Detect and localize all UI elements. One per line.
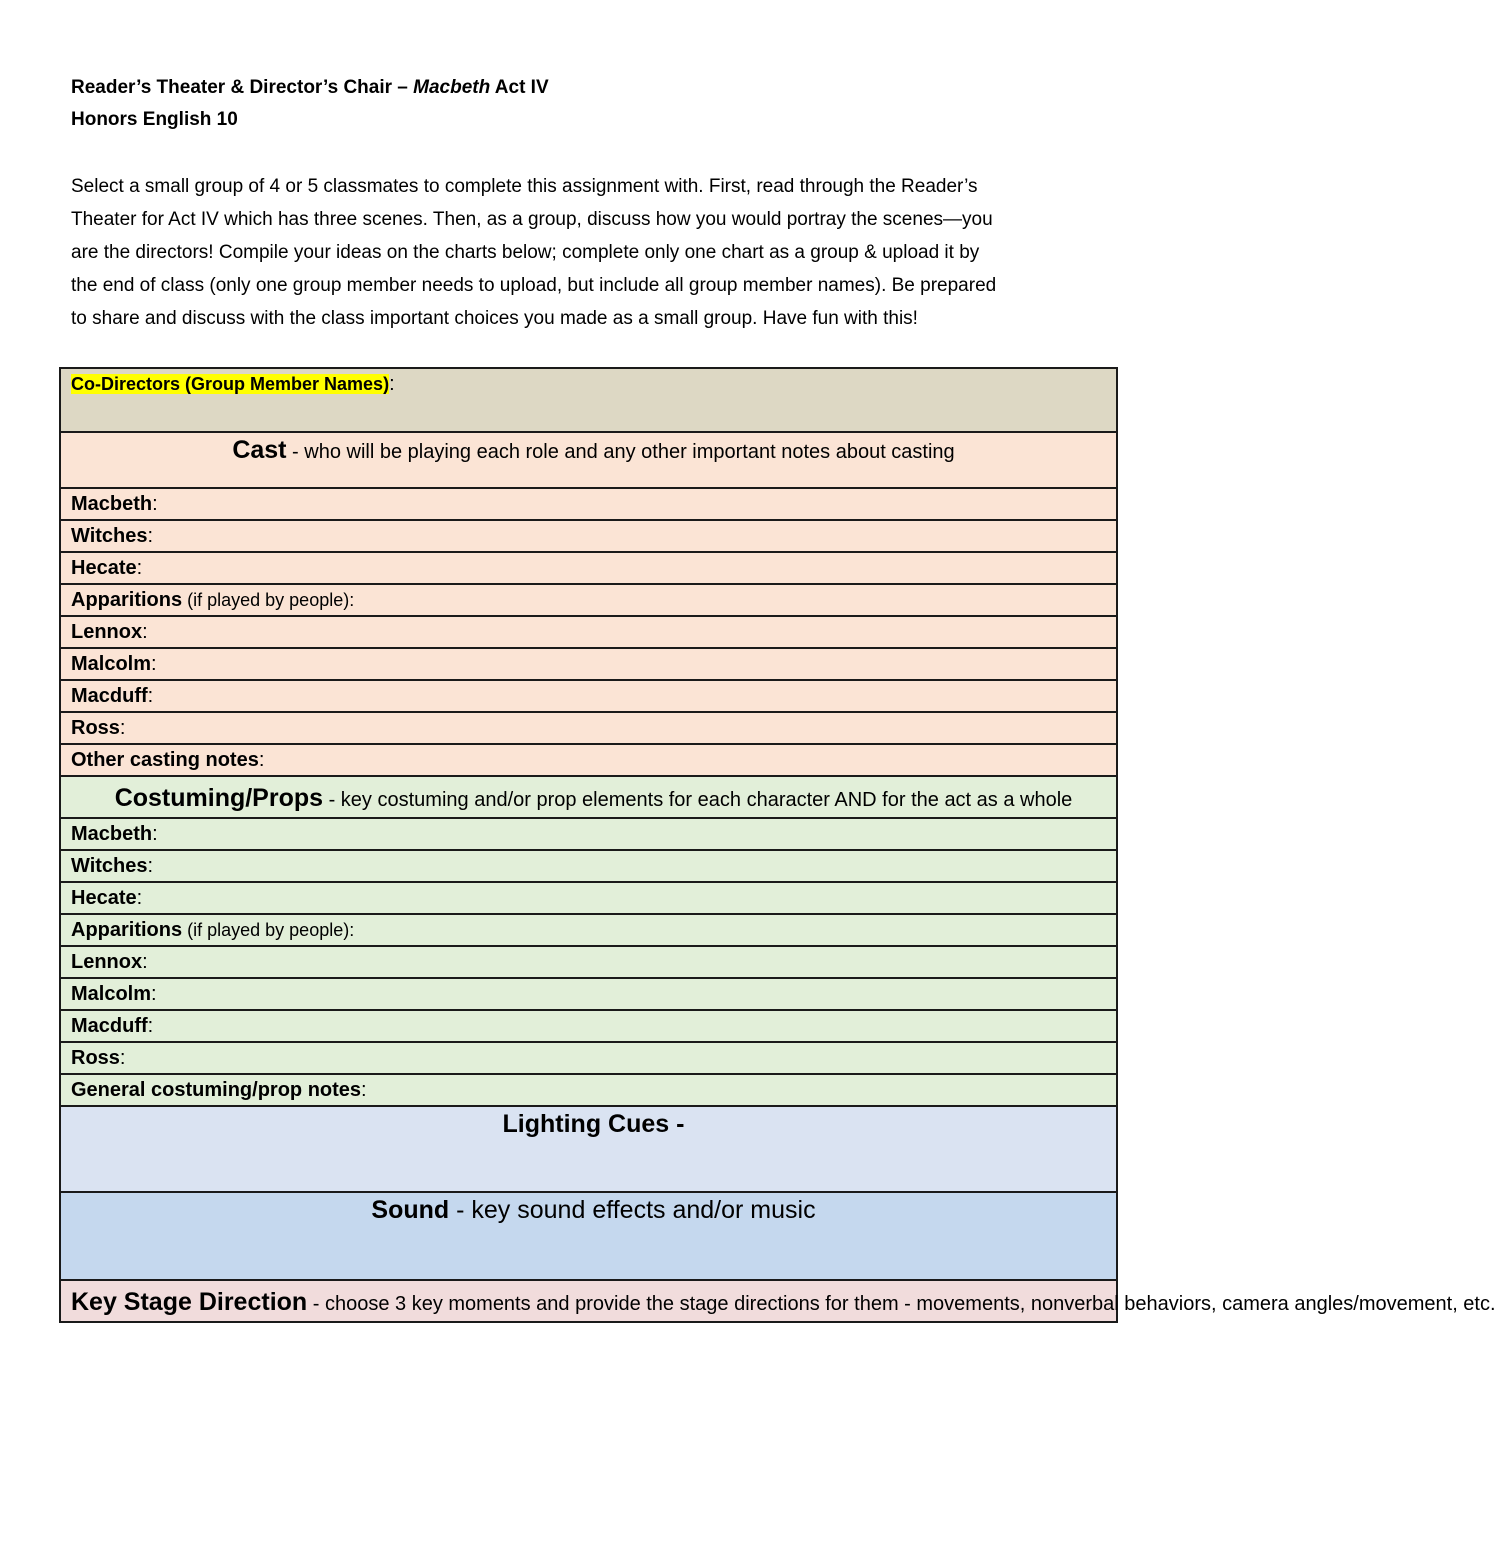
costuming-label: Malcolm — [71, 983, 152, 1005]
cast-field-macduff[interactable] — [60, 680, 1117, 712]
cast-title: Cast — [232, 436, 287, 464]
instructions-line: the end of class (only one group member needs to upload, but include all group member names). Be prepared — [71, 275, 997, 296]
cast-field-lennox[interactable] — [60, 616, 1117, 648]
costuming-label-colon: : — [147, 855, 154, 877]
costuming-label: Hecate — [71, 887, 137, 909]
costuming-field-lennox[interactable] — [60, 946, 1117, 978]
cast-label: Other casting notes — [71, 749, 259, 771]
lighting-title: Lighting Cues — [502, 1110, 670, 1138]
cast-label-colon: : — [151, 653, 157, 675]
cast-rows — [60, 488, 1117, 776]
cast-row — [60, 680, 1117, 712]
costuming-field-ross[interactable] — [60, 1042, 1117, 1074]
codirectors-colon: : — [389, 373, 395, 395]
cast-field-ross[interactable] — [60, 712, 1117, 744]
cast-label-colon: : — [147, 685, 154, 707]
costuming-row — [60, 1010, 1117, 1042]
cast-label-colon: : — [136, 557, 143, 579]
costuming-field-general-costuming-prop-notes[interactable] — [60, 1074, 1117, 1106]
instructions-line: Theater for Act IV which has three scenes. Then, as a group, discuss how you would portray the scenes—you — [71, 209, 993, 230]
costuming-title: Costuming/Props — [114, 784, 324, 812]
costuming-label-colon: : — [119, 1047, 126, 1069]
costuming-row — [60, 946, 1117, 978]
document-title — [71, 72, 1131, 104]
instructions-line: Select a small group of 4 or 5 classmates to complete this assignment with. First, read through the Reader’s — [71, 176, 978, 197]
cast-label: Apparitions — [71, 589, 183, 611]
cast-label-colon: : — [258, 749, 265, 771]
costuming-rows — [60, 818, 1117, 1106]
cast-label-colon: : — [147, 525, 154, 547]
cast-field-macbeth[interactable] — [60, 488, 1117, 520]
cast-row — [60, 488, 1117, 520]
cast-label: Witches — [71, 525, 148, 547]
stage-direction-section[interactable] — [60, 1280, 1496, 1322]
stage-description: - choose 3 key moments and provide the stage directions for them - movements, nonverbal behaviors, camera angles/movement, etc. — [307, 1293, 1496, 1315]
cast-row — [60, 712, 1117, 744]
cast-row — [60, 552, 1117, 584]
instructions-line: to share and discuss with the class important choices you made as a small group. Have fun with this! — [71, 308, 918, 329]
costuming-description: - key costuming and/or prop elements for each character AND for the act as a whole — [323, 789, 1073, 811]
sound-row — [60, 1192, 1117, 1280]
title-prefix: Reader’s Theater & Director’s Chair – — [71, 77, 414, 98]
sound-title: Sound — [371, 1196, 450, 1224]
title-play-name: Macbeth — [413, 77, 491, 98]
lighting-section[interactable] — [60, 1106, 1117, 1192]
costuming-label: Apparitions — [71, 919, 183, 941]
sound-description: - key sound effects and/or music — [449, 1196, 816, 1224]
cast-label: Macbeth — [71, 493, 153, 515]
costuming-section-header — [60, 776, 1117, 818]
costuming-label-note: (if played by people): — [182, 920, 355, 940]
cast-label-colon: : — [119, 717, 126, 739]
lighting-dash: - — [669, 1110, 685, 1138]
stage-title: Key Stage Direction — [71, 1288, 308, 1316]
codirectors-label: Co-Directors (Group Member Names) — [71, 374, 390, 394]
cast-label: Malcolm — [71, 653, 152, 675]
costuming-row — [60, 1042, 1117, 1074]
costuming-field-witches[interactable] — [60, 850, 1117, 882]
costuming-row — [60, 978, 1117, 1010]
document-header — [71, 72, 1131, 335]
cast-row — [60, 648, 1117, 680]
costuming-label: General costuming/prop notes — [71, 1079, 362, 1101]
costuming-label-colon: : — [151, 983, 157, 1005]
costuming-label-colon: : — [361, 1079, 367, 1101]
costuming-label: Macbeth — [71, 823, 153, 845]
cast-header-row — [60, 432, 1117, 488]
codirectors-field[interactable] — [60, 368, 1117, 432]
stage-row — [60, 1280, 1117, 1322]
costuming-row — [60, 1074, 1117, 1106]
cast-field-witches[interactable] — [60, 520, 1117, 552]
costuming-label: Ross — [71, 1047, 120, 1069]
cast-section-header — [60, 432, 1117, 488]
costuming-row — [60, 882, 1117, 914]
cast-field-other-casting-notes[interactable] — [60, 744, 1117, 776]
costuming-label: Macduff — [71, 1015, 148, 1037]
instructions-paragraph — [71, 170, 1131, 335]
cast-field-apparitions[interactable] — [60, 584, 1117, 616]
costuming-field-macbeth[interactable] — [60, 818, 1117, 850]
costuming-label: Lennox — [71, 951, 143, 973]
costuming-header-row — [60, 776, 1117, 818]
costuming-label-colon: : — [136, 887, 143, 909]
cast-description: - who will be playing each role and any other important notes about casting — [286, 441, 955, 463]
cast-row — [60, 520, 1117, 552]
costuming-row — [60, 850, 1117, 882]
directors-chart — [59, 367, 1496, 1323]
costuming-label-colon: : — [142, 951, 148, 973]
costuming-label-colon: : — [152, 823, 158, 845]
cast-label: Lennox — [71, 621, 143, 643]
costuming-row — [60, 914, 1117, 946]
cast-label-colon: : — [142, 621, 148, 643]
cast-label: Hecate — [71, 557, 137, 579]
costuming-field-apparitions[interactable] — [60, 914, 1117, 946]
costuming-label-colon: : — [147, 1015, 154, 1037]
costuming-label: Witches — [71, 855, 148, 877]
cast-label: Ross — [71, 717, 120, 739]
cast-row — [60, 744, 1117, 776]
cast-row — [60, 584, 1117, 616]
cast-label: Macduff — [71, 685, 148, 707]
costuming-field-malcolm[interactable] — [60, 978, 1117, 1010]
cast-field-malcolm[interactable] — [60, 648, 1117, 680]
cast-label-colon: : — [152, 493, 158, 515]
cast-label-note: (if played by people): — [182, 590, 355, 610]
cast-field-hecate[interactable] — [60, 552, 1117, 584]
cast-row — [60, 616, 1117, 648]
costuming-field-macduff[interactable] — [60, 1010, 1117, 1042]
costuming-field-hecate[interactable] — [60, 882, 1117, 914]
instructions-line: are the directors! Compile your ideas on the charts below; complete only one chart as a group & upload it by — [71, 242, 980, 263]
sound-section[interactable] — [60, 1192, 1117, 1280]
title-suffix: Act IV — [490, 77, 549, 98]
lighting-row — [60, 1106, 1117, 1192]
course-name: Honors English 10 — [71, 109, 238, 130]
costuming-row — [60, 818, 1117, 850]
codirectors-row — [60, 368, 1117, 432]
